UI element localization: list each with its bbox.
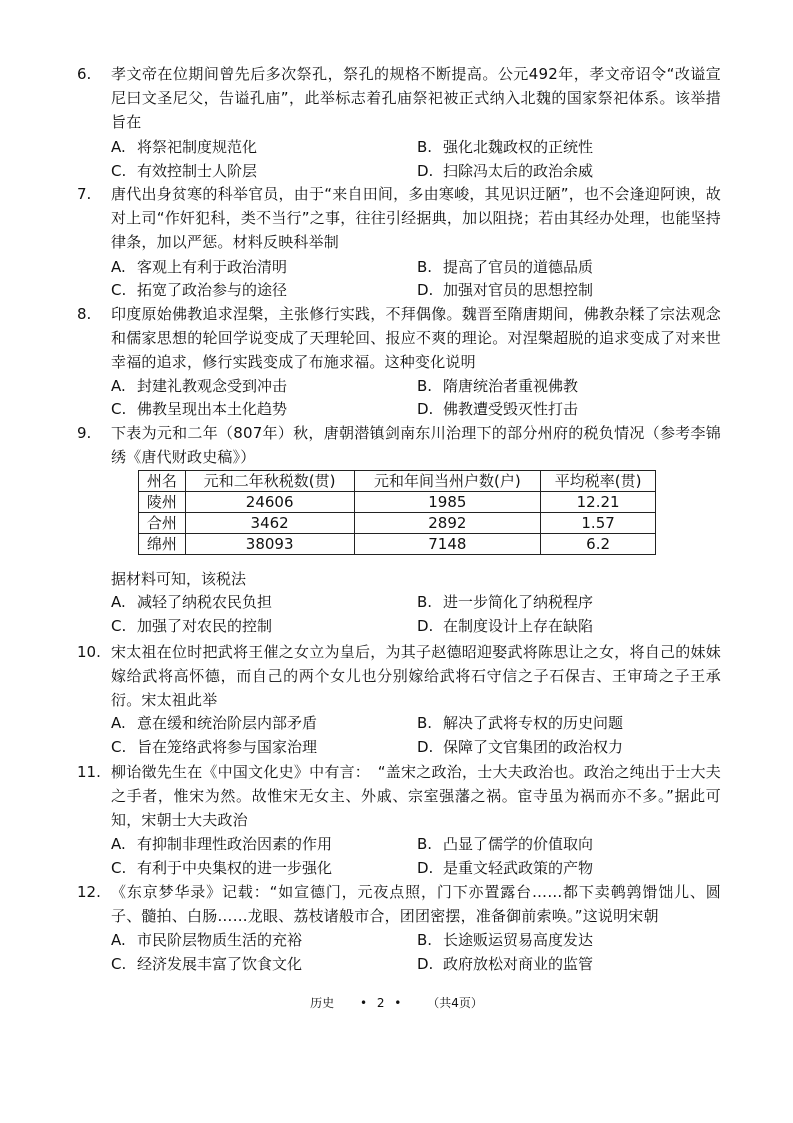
option-letter: C. xyxy=(111,955,127,973)
option-a xyxy=(111,136,257,158)
option-c xyxy=(111,160,257,182)
option-text: 佛教遭受毁灭性打击 xyxy=(443,400,579,418)
table-cell: 7148 xyxy=(354,534,541,555)
table-cell: 2892 xyxy=(354,513,541,534)
option-a xyxy=(111,256,287,278)
option-c xyxy=(111,736,317,758)
option-letter: C. xyxy=(111,738,127,756)
option-text: 是重文轻武政策的产物 xyxy=(443,859,594,877)
option-letter: A. xyxy=(111,593,126,611)
option-text: 加强对官员的思想控制 xyxy=(443,281,594,299)
option-b xyxy=(417,929,593,951)
question-number: 7. xyxy=(77,185,92,203)
footer-subject: 历史 xyxy=(310,996,335,1010)
option-letter: D. xyxy=(417,955,434,973)
table-cell: 1985 xyxy=(354,492,541,513)
question-stem: 柳诒徵先生在《中国文化史》中有言： “盖宋之政治，士大夫政治也。政治之纯出于士大夫之手者，惟宋为然。故惟宋无女主、外戚、宗室强藩之祸。宦寺虽为祸而亦不多。”据此可知，宋朝士大夫政治 xyxy=(111,763,721,829)
question-number: 12. xyxy=(77,883,101,901)
question-9-followup: 据材料可知，该税法 xyxy=(111,570,247,588)
option-c xyxy=(111,857,332,879)
table-cell: 陵州 xyxy=(139,492,186,513)
option-d xyxy=(417,953,593,975)
footer-page-number: • 2 • xyxy=(359,996,402,1010)
option-b xyxy=(417,591,593,613)
option-b xyxy=(417,712,623,734)
option-letter: A. xyxy=(111,138,126,156)
option-letter: B. xyxy=(417,931,433,949)
question-number: 8. xyxy=(77,305,92,323)
table-cell: 1.57 xyxy=(541,513,656,534)
tax-table xyxy=(138,470,656,555)
table-header-cell: 元和年间当州户数(户) xyxy=(354,471,541,492)
option-letter: D. xyxy=(417,400,434,418)
option-text: 减轻了纳税农民负担 xyxy=(137,593,273,611)
option-letter: B. xyxy=(417,835,433,853)
question-number: 10. xyxy=(77,643,101,661)
option-letter: A. xyxy=(111,931,126,949)
option-letter: B. xyxy=(417,138,433,156)
footer-total-pages: （共4页） xyxy=(427,996,483,1010)
option-letter: D. xyxy=(417,738,434,756)
table-header-cell: 元和二年秋税数(贯) xyxy=(185,471,354,492)
table-header-cell: 平均税率(贯) xyxy=(541,471,656,492)
question-stem: 印度原始佛教追求涅槃，主张修行实践，不拜偶像。魏晋至隋唐期间，佛教杂糅了宗法观念和儒家思想的轮回学说变成了天理轮回、报应不爽的理论。对涅槃超脱的追求变成了对来世幸福的追求，修行实践变成了布施求福。这种变化说明 xyxy=(111,305,721,371)
option-text: 提高了官员的道德品质 xyxy=(443,258,594,276)
option-text: 意在缓和统治阶层内部矛盾 xyxy=(137,714,318,732)
question-stem: 宋太祖在位时把武将王催之女立为皇后，为其子赵德昭迎娶武将陈思让之女，将自己的妹妹嫁给武将高怀德，而自己的两个女儿也分别嫁给武将石守信之子石保吉、王审琦之子王承衍。宋太祖此举 xyxy=(111,643,721,709)
option-text: 隋唐统治者重视佛教 xyxy=(443,377,579,395)
option-text: 市民阶层物质生活的充裕 xyxy=(137,931,303,949)
option-text: 进一步简化了纳税程序 xyxy=(443,593,594,611)
table-cell: 绵州 xyxy=(139,534,186,555)
option-c xyxy=(111,398,287,420)
option-text: 政府放松对商业的监管 xyxy=(443,955,594,973)
question-stem: 下表为元和二年（807年）秋，唐朝潜镇剑南东川治理下的部分州府的税负情况（参考李锦绣《唐代财政史稿》） xyxy=(111,424,721,466)
option-text: 凸显了儒学的价值取向 xyxy=(443,835,594,853)
option-text: 保障了文官集团的政治权力 xyxy=(443,738,624,756)
table-cell: 12.21 xyxy=(541,492,656,513)
option-letter: B. xyxy=(417,593,433,611)
question-stem: 唐代出身贫寒的科举官员，由于“来自田间，多由寒峻，其见识迂陋”，也不会逢迎阿谀，故对上司“作奸犯科，类不当行”之事，往往引经据典，加以阻挠；若由其经办处理，也能坚持律条，加以严惩。材料反映科举制 xyxy=(111,185,721,251)
option-text: 有抑制非理性政治因素的作用 xyxy=(137,835,333,853)
question-stem: 孝文帝在位期间曾先后多次祭孔，祭孔的规格不断提高。公元492年，孝文帝诏令“改谥宣尼曰文圣尼父，告谥孔庙”，此举标志着孔庙祭祀被正式纳入北魏的国家祭祀体系。该举措旨在 xyxy=(111,65,721,131)
option-letter: D. xyxy=(417,162,434,180)
table-row xyxy=(139,534,656,555)
option-text: 旨在笼络武将参与国家治理 xyxy=(137,738,318,756)
table-cell: 38093 xyxy=(185,534,354,555)
option-a xyxy=(111,929,302,951)
option-text: 扫除冯太后的政治余威 xyxy=(443,162,594,180)
table-cell: 合州 xyxy=(139,513,186,534)
option-letter: D. xyxy=(417,617,434,635)
option-letter: C. xyxy=(111,281,127,299)
option-d xyxy=(417,736,623,758)
option-letter: A. xyxy=(111,714,126,732)
option-d xyxy=(417,857,593,879)
option-letter: A. xyxy=(111,835,126,853)
option-text: 长途贩运贸易高度发达 xyxy=(443,931,594,949)
option-text: 佛教呈现出本土化趋势 xyxy=(137,400,288,418)
option-c xyxy=(111,279,287,301)
option-letter: C. xyxy=(111,859,127,877)
question-stem: 《东京梦华录》记载：“如宣德门，元夜点照，门下亦置露台……都下卖鹌鹑馉饳儿、圆子、髓拍、白肠……龙眼、荔枝诸般市合，团团密摆，准备御前索唤。”这说明宋朝 xyxy=(111,883,721,925)
table-row xyxy=(139,513,656,534)
table-row xyxy=(139,492,656,513)
option-text: 拓宽了政治参与的途径 xyxy=(137,281,288,299)
option-a xyxy=(111,591,272,613)
table-header-cell: 州名 xyxy=(139,471,186,492)
option-text: 客观上有利于政治清明 xyxy=(137,258,288,276)
option-text: 封建礼教观念受到冲击 xyxy=(137,377,288,395)
option-d xyxy=(417,615,593,637)
table-cell: 6.2 xyxy=(541,534,656,555)
option-text: 有利于中央集权的进一步强化 xyxy=(137,859,333,877)
option-letter: C. xyxy=(111,400,127,418)
option-b xyxy=(417,833,593,855)
table-header-row xyxy=(139,471,656,492)
question-number: 9. xyxy=(77,424,92,442)
question-number: 11. xyxy=(77,763,101,781)
option-text: 加强了对农民的控制 xyxy=(137,617,273,635)
table-cell: 24606 xyxy=(185,492,354,513)
option-letter: C. xyxy=(111,617,127,635)
option-a xyxy=(111,375,287,397)
option-text: 解决了武将专权的历史问题 xyxy=(443,714,624,732)
option-c xyxy=(111,615,272,637)
option-d xyxy=(417,398,578,420)
option-letter: B. xyxy=(417,377,433,395)
option-text: 将祭祀制度规范化 xyxy=(137,138,258,156)
option-text: 强化北魏政权的正统性 xyxy=(443,138,594,156)
option-a xyxy=(111,712,317,734)
table-cell: 3462 xyxy=(185,513,354,534)
option-letter: B. xyxy=(417,258,433,276)
option-letter: A. xyxy=(111,377,126,395)
option-letter: B. xyxy=(417,714,433,732)
option-c xyxy=(111,953,302,975)
option-b xyxy=(417,136,593,158)
question-number: 6. xyxy=(77,65,92,83)
option-letter: C. xyxy=(111,162,127,180)
option-letter: D. xyxy=(417,859,434,877)
option-text: 经济发展丰富了饮食文化 xyxy=(137,955,303,973)
option-letter: D. xyxy=(417,281,434,299)
option-a xyxy=(111,833,332,855)
option-text: 有效控制士人阶层 xyxy=(137,162,258,180)
option-d xyxy=(417,160,593,182)
option-d xyxy=(417,279,593,301)
page-footer xyxy=(0,994,793,1011)
option-b xyxy=(417,256,593,278)
option-text: 在制度设计上存在缺陷 xyxy=(443,617,594,635)
option-b xyxy=(417,375,578,397)
option-letter: A. xyxy=(111,258,126,276)
